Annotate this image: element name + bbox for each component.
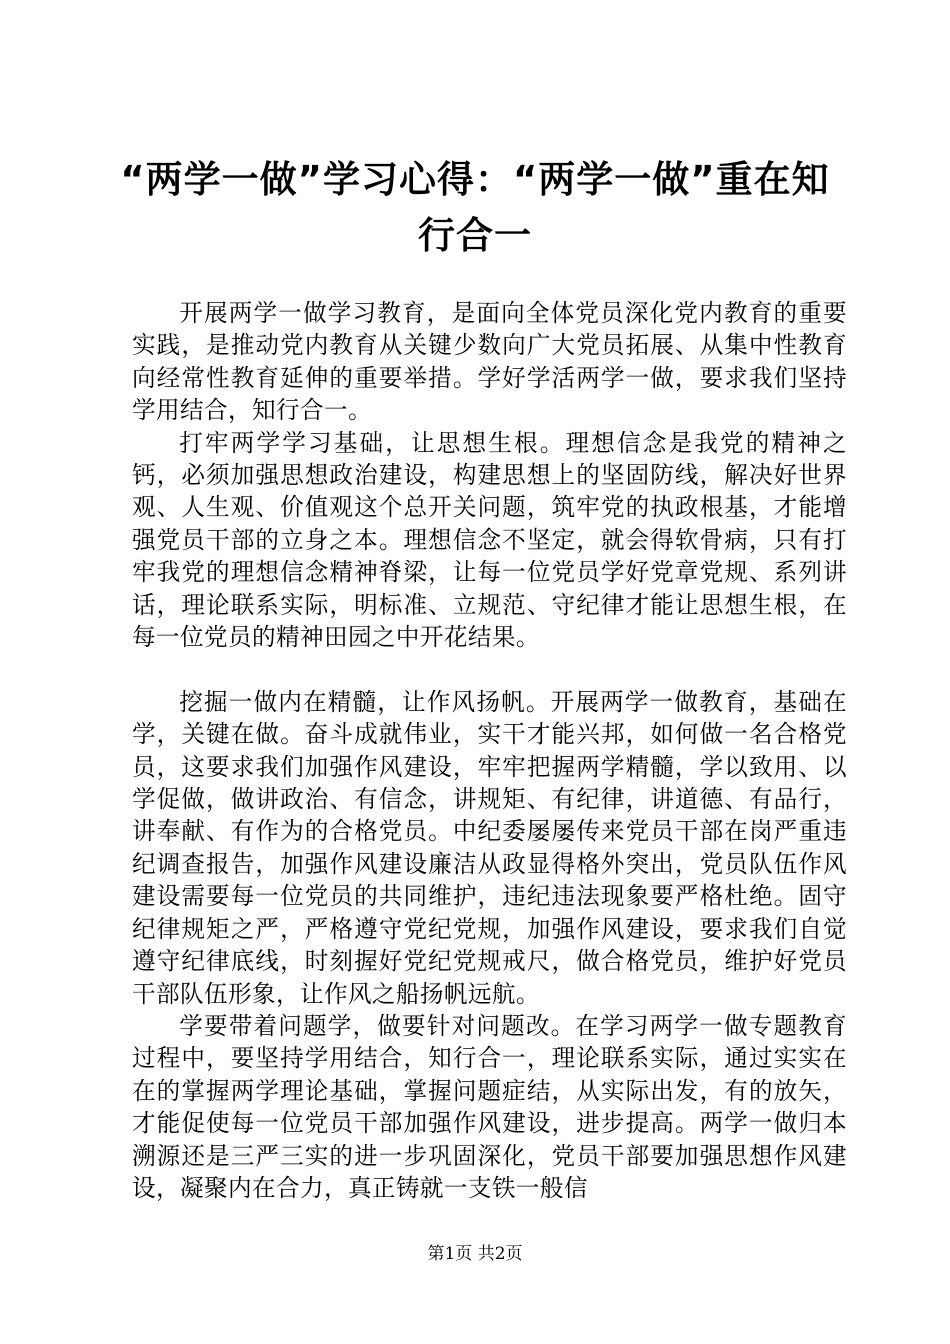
page-footer: 第1页 共2页	[427, 1244, 523, 1264]
paragraph-problem-oriented: 学要带着问题学，做要针对问题改。在学习两学一做专题教育过程中，要坚持学用结合，知行合一，理论联系实际，通过实实在在的掌握两学理论基础，掌握问题症结，从实际出发，有的放矢，才能促使每一位党员干部加强作风建设，进步提高。两学一做归本溯源还是三严三实的进一步巩固深化，党员干部要加强思想作风建设，凝聚内在合力，真正铸就一支铁一般信	[132, 1011, 847, 1202]
document-body	[132, 297, 847, 1204]
paragraph-intro: 开展两学一做学习教育，是面向全体党员深化党内教育的重要实践，是推动党内教育从关键少数向广大党员拓展、从集中性教育向经常性教育延伸的重要举措。学好学活两学一做，要求我们坚持学用结合，知行合一。	[132, 299, 847, 425]
paragraph-theory-foundation: 打牢两学学习基础，让思想生根。理想信念是我党的精神之钙，必须加强思想政治建设，构建思想上的坚固防线，解决好世界观、人生观、价值观这个总开关问题，筑牢党的执政根基，才能增强党员干部的立身之本。理想信念不坚定，就会得软骨病，只有打牢我党的理想信念精神脊梁，让每一位党员学好党章党规、系列讲话，理论联系实际，明标准、立规范、守纪律才能让思想生根，在每一位党员的精神田园之中开花结果。	[132, 428, 847, 652]
paragraph-work-style: 挖掘一做内在精髓，让作风扬帆。开展两学一做教育，基础在学，关键在做。奋斗成就伟业，实干才能兴邦，如何做一名合格党员，这要求我们加强作风建设，牢牢把握两学精髓，学以致用、以学促做，做讲政治、有信念，讲规矩、有纪律，讲道德、有品行，讲奉献、有作为的合格党员。中纪委屡屡传来党员干部在岗严重违纪调查报告，加强作风建设廉洁从政显得格外突出，党员队伍作风建设需要每一位党员的共同维护，违纪违法现象要严格杜绝。固守纪律规矩之严，严格遵守党纪党规，加强作风建设，要求我们自觉遵守纪律底线，时刻握好党纪党规戒尺，做合格党员，维护好党员干部队伍形象，让作风之船扬帆远航。	[132, 687, 847, 1008]
document-title: “两学一做”学习心得：“两学一做”重在知行合一	[120, 158, 830, 257]
